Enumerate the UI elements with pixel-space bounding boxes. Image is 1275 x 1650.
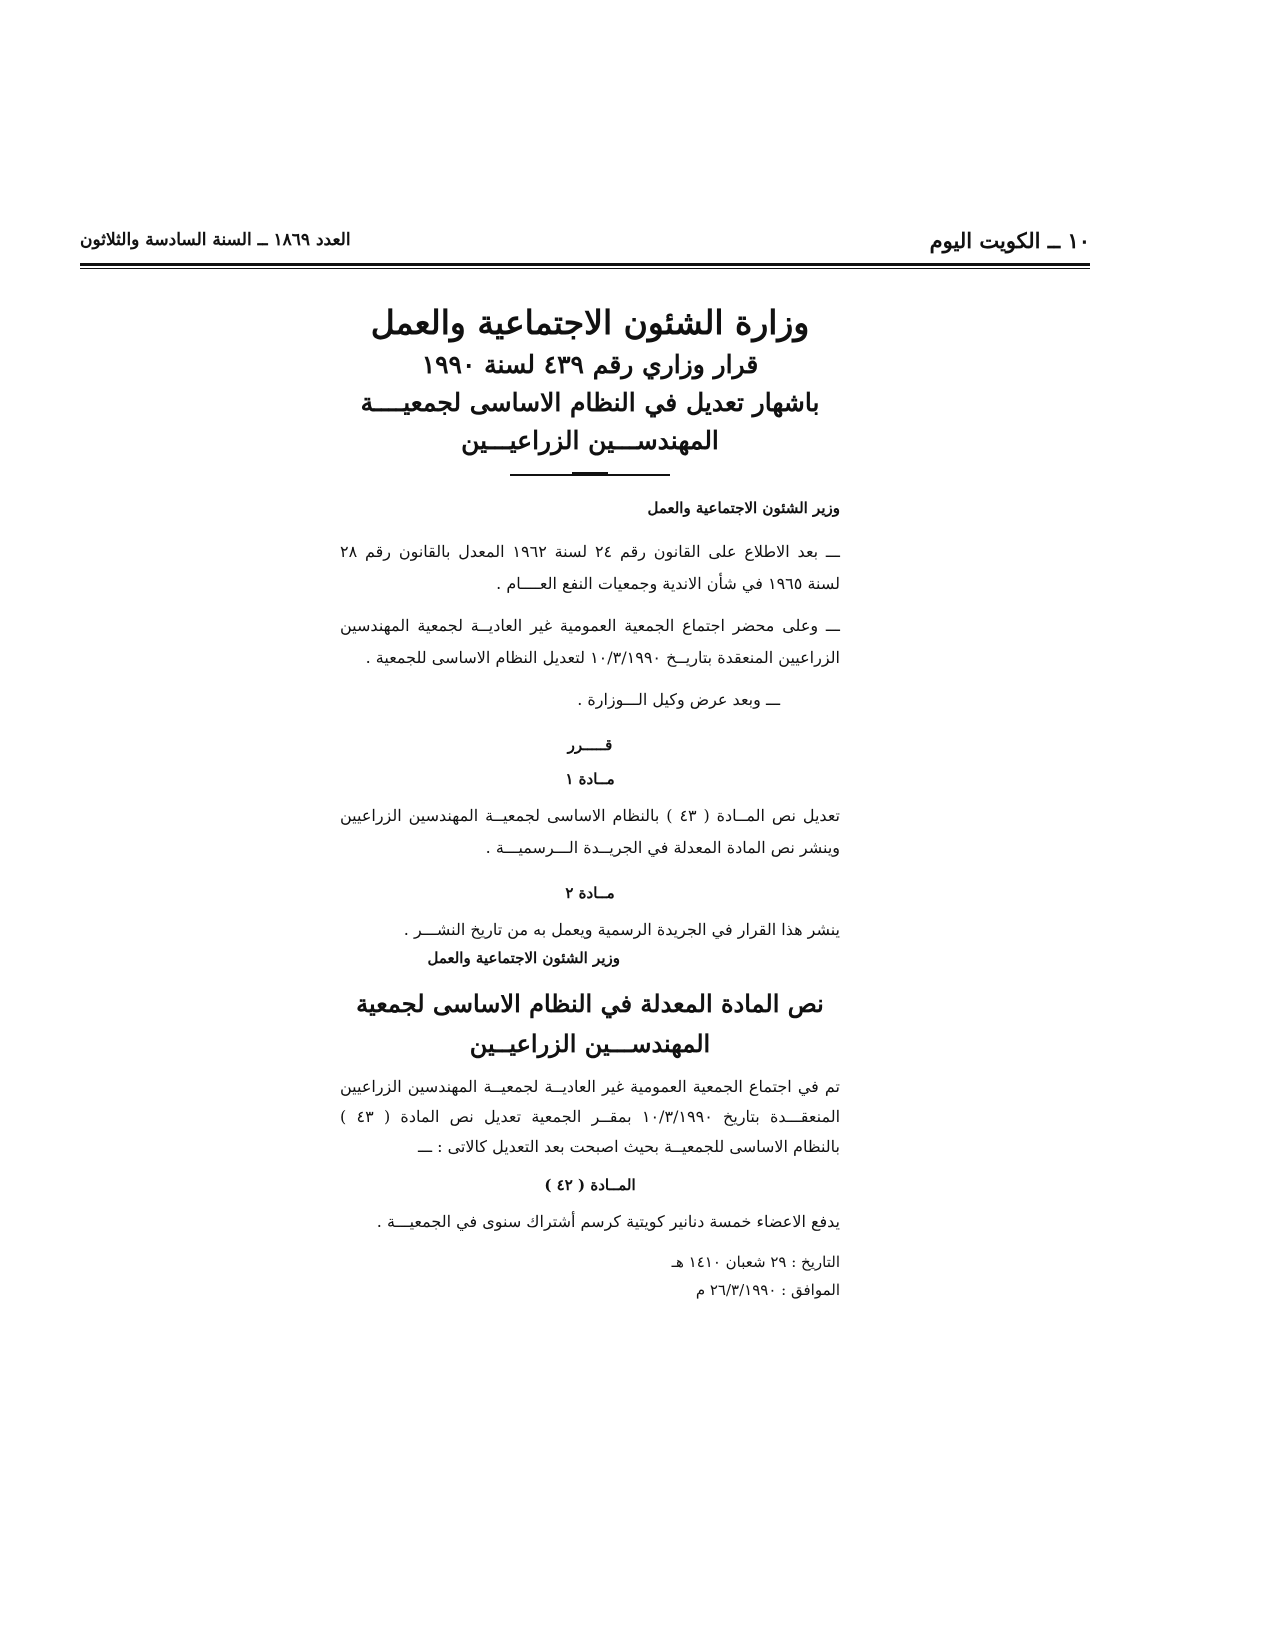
page-header [80, 228, 1090, 256]
preamble-item: ـــ بعد الاطلاع على القانون رقم ٢٤ لسنة ١٩٦٢ المعدل بالقانون رقم ٢٨ لسنة ١٩٦٥ في شأن الاندية وجمعيات النفع العــــام . [340, 542, 840, 593]
preamble-item: ـــ وبعد عرض وكيل الـــوزارة . [577, 690, 780, 709]
date-hijri: التاريخ : ٢٩ شعبان ١٤١٠ هـ [671, 1253, 840, 1271]
decree-title-line-1: قرار وزاري رقم ٤٣٩ لسنة ١٩٩٠ [421, 350, 759, 379]
article-2-text: ينشر هذا القرار في الجريدة الرسمية ويعمل به من تاريخ النشـــر . [403, 920, 840, 939]
preamble-item: ـــ وعلى محضر اجتماع الجمعية العمومية غير العاديــة لجمعية المهندسين الزراعيين المنعقدة بتاريــخ ١٠/٣/١٩٩٠ لتعديل النظام الاساسى للجمعية . [340, 616, 840, 667]
ministry-title: وزارة الشئون الاجتماعية والعمل [370, 303, 810, 342]
amended-article-label: المــادة ( ٤٢ ) [544, 1176, 636, 1194]
amended-article-text: يدفع الاعضاء خمسة دنانير كويتية كرسم أشتراك سنوى في الجمعيـــة . [376, 1212, 840, 1231]
decree-column [340, 300, 840, 1304]
header-rule-thin [80, 268, 1090, 269]
decree-title-line-2: باشهار تعديل في النظام الاساسى لجمعيــــة [360, 388, 820, 417]
issue-info: العدد ١٨٦٩ ــ السنة السادسة والثلاثون [80, 230, 351, 250]
title-divider [510, 474, 670, 476]
article-1-label: مــادة ١ [565, 770, 615, 788]
amended-title-line-1: نص المادة المعدلة في النظام الاساسى لجمعية [356, 989, 824, 1018]
signer-footer: وزير الشئون الاجتماعية والعمل [427, 949, 620, 967]
article-2-label: مــادة ٢ [565, 884, 615, 902]
signer-heading: وزير الشئون الاجتماعية والعمل [647, 499, 840, 517]
amended-intro: تم في اجتماع الجمعية العمومية غير العاديــة لجمعيــة المهندسين الزراعيين المنعقـــدة بتاريخ ١٠/٣/١٩٩٠ بمقــر الجمعية تعديل نص المادة ( ٤٣ ) بالنظام الاساسى للجمعيــة بحيث اصبحت بعد التعديل كالاتى : ـــ [340, 1077, 841, 1156]
date-gregorian: الموافق : ٢٦/٣/١٩٩٠ م [695, 1281, 840, 1299]
decree-title-line-3: المهندســـين الزراعيـــين [461, 426, 719, 455]
amended-title-line-2: المهندســـين الزراعيــين [469, 1029, 711, 1058]
header-rule [80, 263, 1090, 266]
article-1-text: تعديل نص المــادة ( ٤٣ ) بالنظام الاساسى لجمعيــة المهندسين الزراعيين وينشر نص المادة المعدلة في الجريــدة الـــرسميـــة . [340, 806, 841, 857]
decision-label: قـــــرر [567, 736, 613, 754]
newspaper-name: ١٠ ــ الكويت اليوم [929, 228, 1090, 253]
